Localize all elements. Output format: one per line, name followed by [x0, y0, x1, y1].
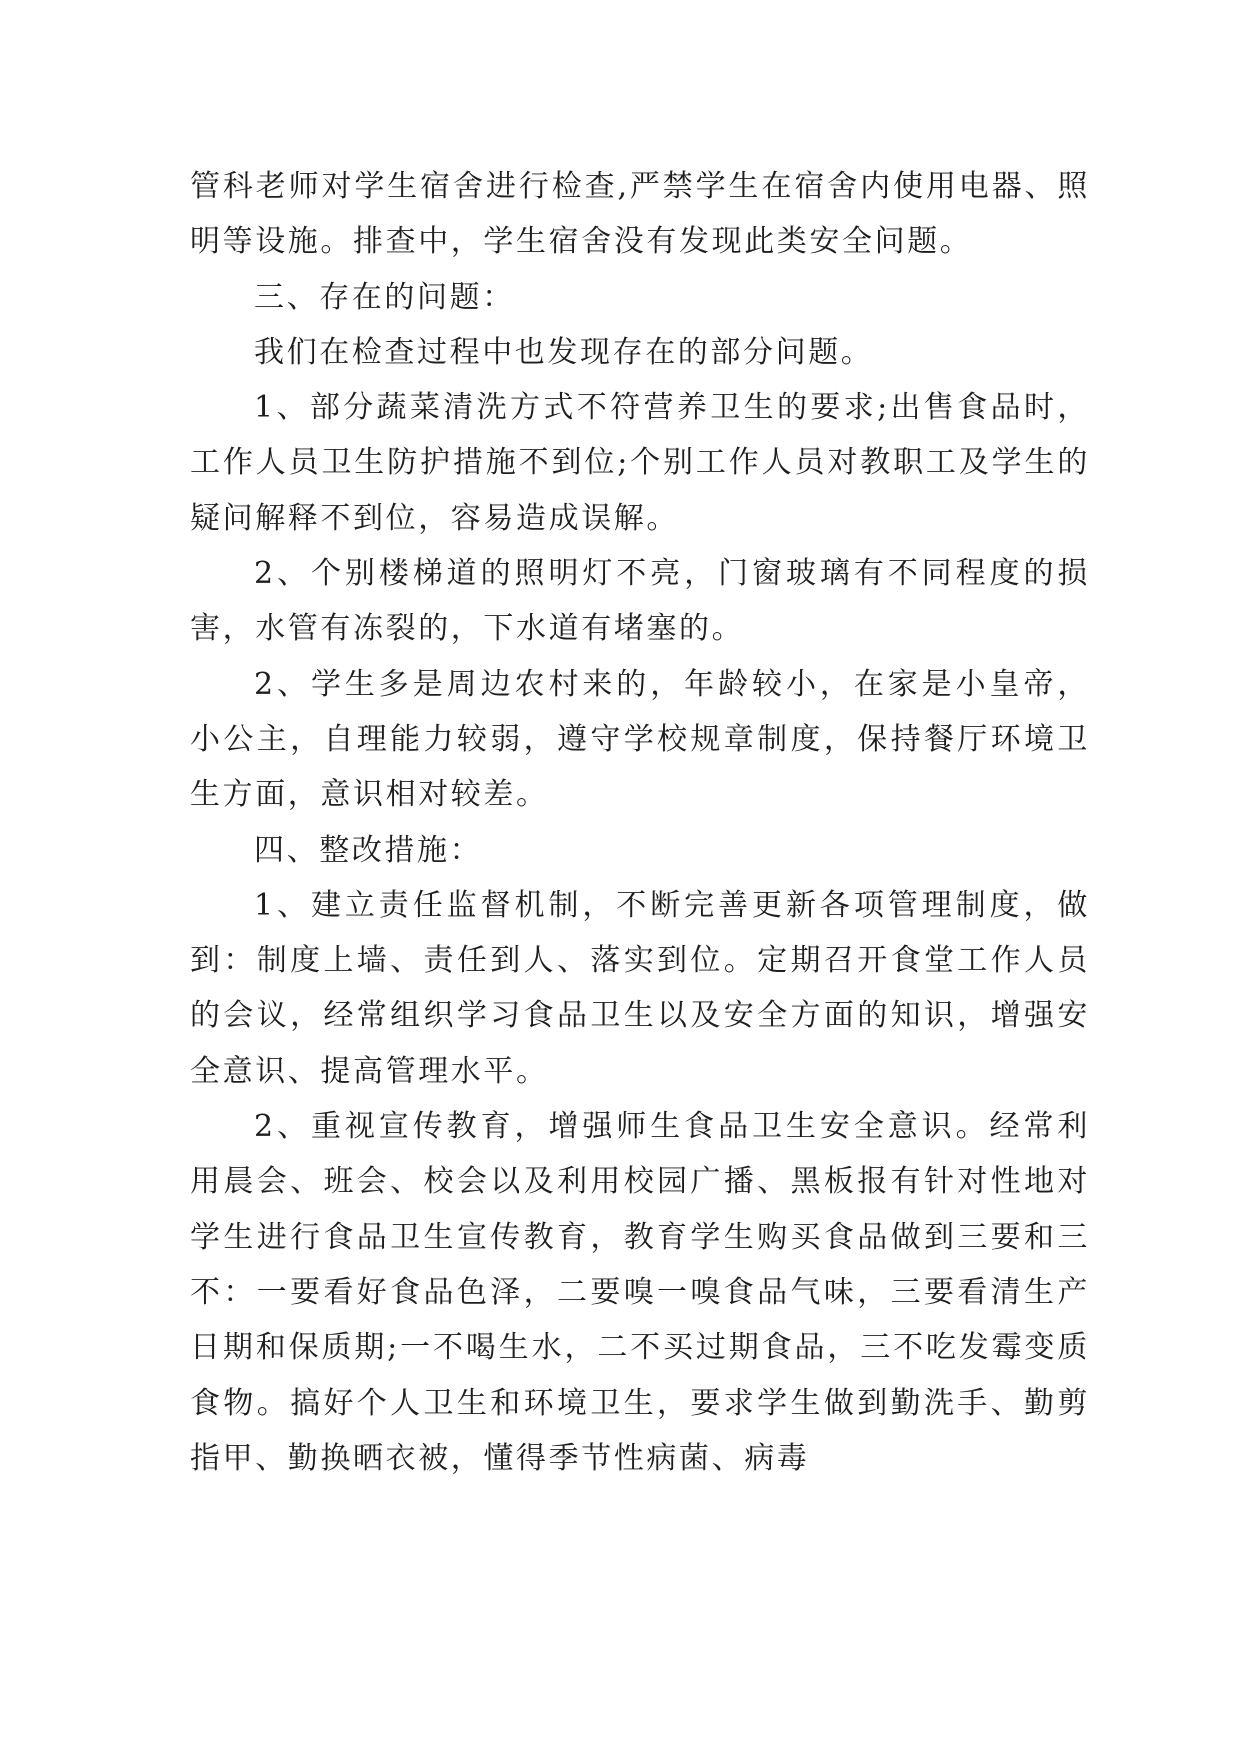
- paragraph-problem-1: 1、部分蔬菜清洗方式不符营养卫生的要求;出售食品时，工作人员卫生防护措施不到位;个别工作人员对教职工及学生的疑问解释不到位，容易造成误解。: [190, 390, 1090, 536]
- document-body: [190, 159, 1090, 1486]
- paragraph-problem-3: 2、学生多是周边农村来的，年龄较小，在家是小皇帝，小公主，自理能力较弱，遵守学校规章制度，保持餐厅环境卫生方面，意识相对较差。: [190, 666, 1090, 813]
- paragraph-problems-intro: 我们在检查过程中也发现存在的部分问题。: [254, 334, 874, 370]
- heading-measures: 四、整改措施：: [254, 832, 483, 868]
- paragraph-problem-2: 2、个别楼梯道的照明灯不亮，门窗玻璃有不同程度的损害，水管有冻裂的，下水道有堵塞的。: [190, 556, 1090, 647]
- paragraph-measure-1: 1、建立责任监督机制，不断完善更新各项管理制度，做到：制度上墙、责任到人、落实到位。定期召开食堂工作人员的会议，经常组织学习食品卫生以及安全方面的知识，增强安全意识、提高管理水平。: [190, 887, 1090, 1089]
- heading-problems: 三、存在的问题：: [254, 279, 515, 315]
- paragraph-dormitory-check: 管科老师对学生宿舍进行检查,严禁学生在宿舍内使用电器、照明等设施。排查中，学生宿舍没有发现此类安全问题。: [190, 169, 1090, 260]
- paragraph-measure-2: 2、重视宣传教育，增强师生食品卫生安全意识。经常利用晨会、班会、校会以及利用校园广播、黑板报有针对性地对学生进行食品卫生宣传教育，教育学生购买食品做到三要和三不：一要看好食品色泽，二要嗅一嗅食品气味，三要看清生产日期和保质期;一不喝生水，二不买过期食品，三不吃发霉变质食物。搞好个人卫生和环境卫生，要求学生做到勤洗手、勤剪指甲、勤换晒衣被，懂得季节性病菌、病毒: [190, 1109, 1090, 1476]
